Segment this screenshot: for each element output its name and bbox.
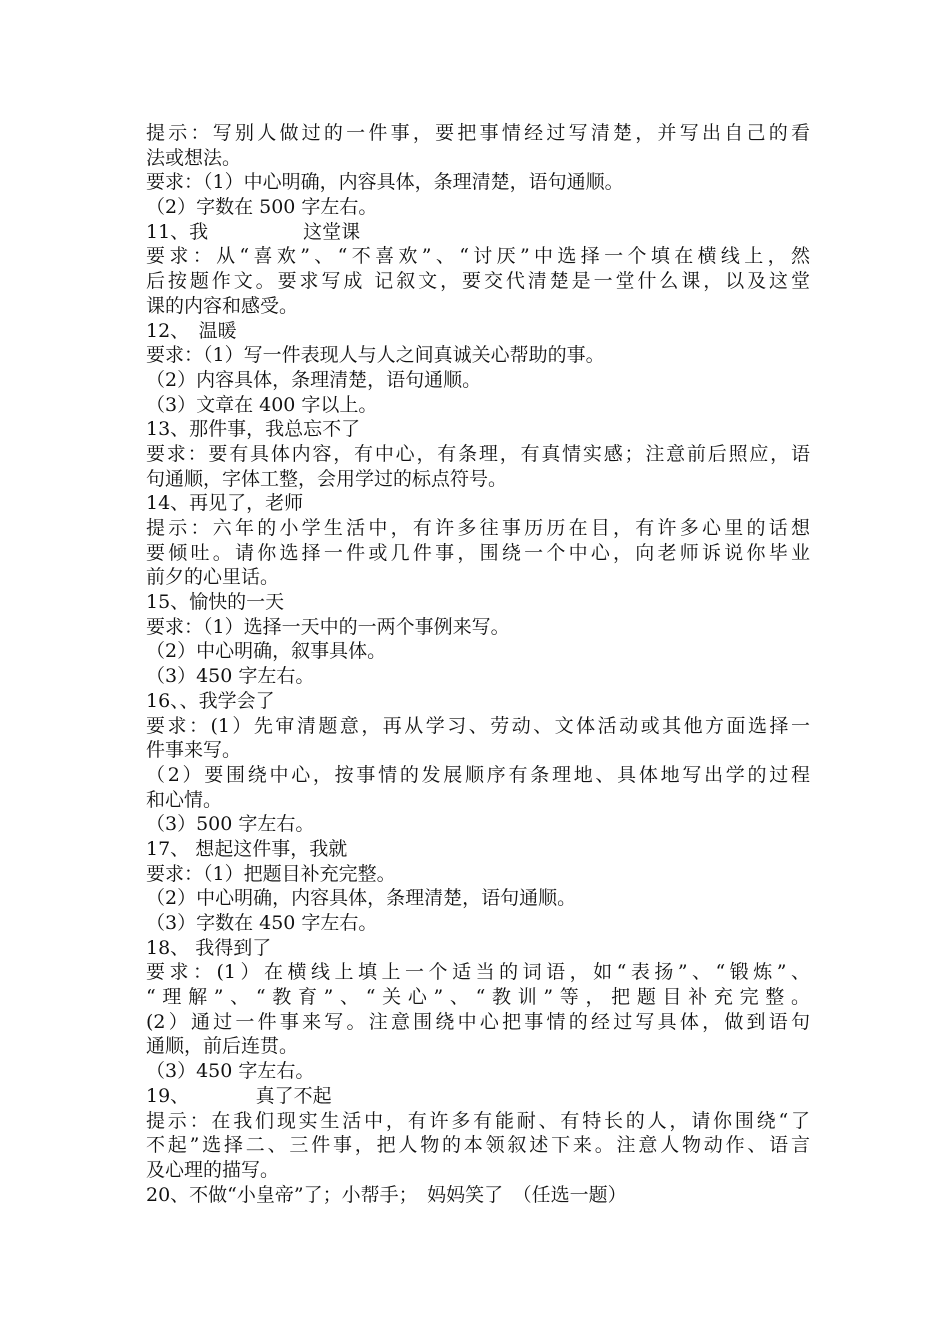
text-line: (2）通过一件事来写。注意围绕中心把事情的经过写具体，做到语句 <box>146 1010 810 1033</box>
text-line: （2）中心明确，叙事具体。 <box>146 640 387 663</box>
text-line: 14、再见了，老师 <box>146 492 304 515</box>
text-line: 15、愉快的一天 <box>146 591 285 614</box>
text-line: 提示：六年的小学生活中，有许多往事历历在目，有许多心里的话想 <box>146 517 810 539</box>
text-line: 20、不做“小皇帝”了；小帮手； 妈妈笑了 （任选一题） <box>146 1183 627 1206</box>
text-line: （3）450 字左右。 <box>146 1060 315 1083</box>
text-line: （2）字数在 500 字左右。 <box>146 196 378 219</box>
text-line: 16、、我学会了 <box>146 689 275 712</box>
text-line: （2）内容具体，条理清楚，语句通顺。 <box>146 368 482 391</box>
text-line: 及心理的描写。 <box>146 1158 280 1181</box>
text-line: 要求：（1）选择一天中的一两个事例来写。 <box>146 615 510 638</box>
text-line: （3）450 字左右。 <box>146 665 315 688</box>
text-line: 13、那件事，我总忘不了 <box>146 418 361 441</box>
text-line: 12、 温暖 <box>146 319 237 342</box>
text-line: 通顺，前后连贯。 <box>146 1035 299 1058</box>
text-line: 要求：从“喜欢”、“不喜欢”、“讨厌”中选择一个填在横线上，然 <box>146 245 810 268</box>
text-line: 要求：(1）先审清题意，再从学习、劳动、文体活动或其他方面选择一 <box>146 714 810 737</box>
text-line: 件事来写。 <box>146 739 242 762</box>
document-body <box>146 121 810 1207</box>
text-line: 要求：（1）把题目补充完整。 <box>146 862 396 885</box>
text-line: 11、我 这堂课 <box>146 220 361 243</box>
text-line: （2）要围绕中心，按事情的发展顺序有条理地、具体地写出学的过程 <box>146 763 810 786</box>
text-line: 法或想法。 <box>146 146 242 169</box>
text-line: 不起”选择二、三件事，把人物的本领叙述下来。注意人物动作、语言 <box>146 1134 810 1157</box>
text-line: 提示：在我们现实生活中，有许多有能耐、有特长的人，请你围绕“了 <box>146 1109 810 1132</box>
text-line: “理解”、“教育”、“关心”、“教训”等，把题目补充完整。 <box>146 986 810 1009</box>
text-line: （3）字数在 450 字左右。 <box>146 912 378 934</box>
text-line: 18、 我得到了 <box>146 936 272 959</box>
text-line: 17、 想起这件事，我就 <box>146 837 348 860</box>
text-line: 句通顺，字体工整，会用学过的标点符号。 <box>146 467 508 490</box>
text-line: 和心情。 <box>146 788 223 811</box>
text-line: 要求：（1）中心明确，内容具体，条理清楚，语句通顺。 <box>146 171 624 194</box>
text-line: 前夕的心里话。 <box>146 566 280 589</box>
text-line: 要求：(1）在横线上填上一个适当的词语，如“表扬”、“锻炼”、 <box>146 961 810 984</box>
text-line: 19、 真了不起 <box>146 1084 332 1107</box>
text-line: （3）500 字左右。 <box>146 813 315 836</box>
text-line: 要求：（1）写一件表现人与人之间真诚关心帮助的事。 <box>146 344 605 367</box>
text-line: 后按题作文。要求写成 记叙文，要交代清楚是一堂什么课，以及这堂 <box>146 270 810 293</box>
text-line: 提示：写别人做过的一件事，要把事情经过写清楚，并写出自己的看 <box>146 122 810 144</box>
text-line: 要求：要有具体内容，有中心，有条理，有真情实感；注意前后照应，语 <box>146 442 810 465</box>
text-line: 课的内容和感受。 <box>146 294 299 317</box>
text-line: （3）文章在 400 字以上。 <box>146 393 378 416</box>
text-line: （2）中心明确，内容具体，条理清楚，语句通顺。 <box>146 887 577 910</box>
text-line: 要倾吐。请你选择一件或几件事，围绕一个中心，向老师诉说你毕业 <box>146 541 810 564</box>
